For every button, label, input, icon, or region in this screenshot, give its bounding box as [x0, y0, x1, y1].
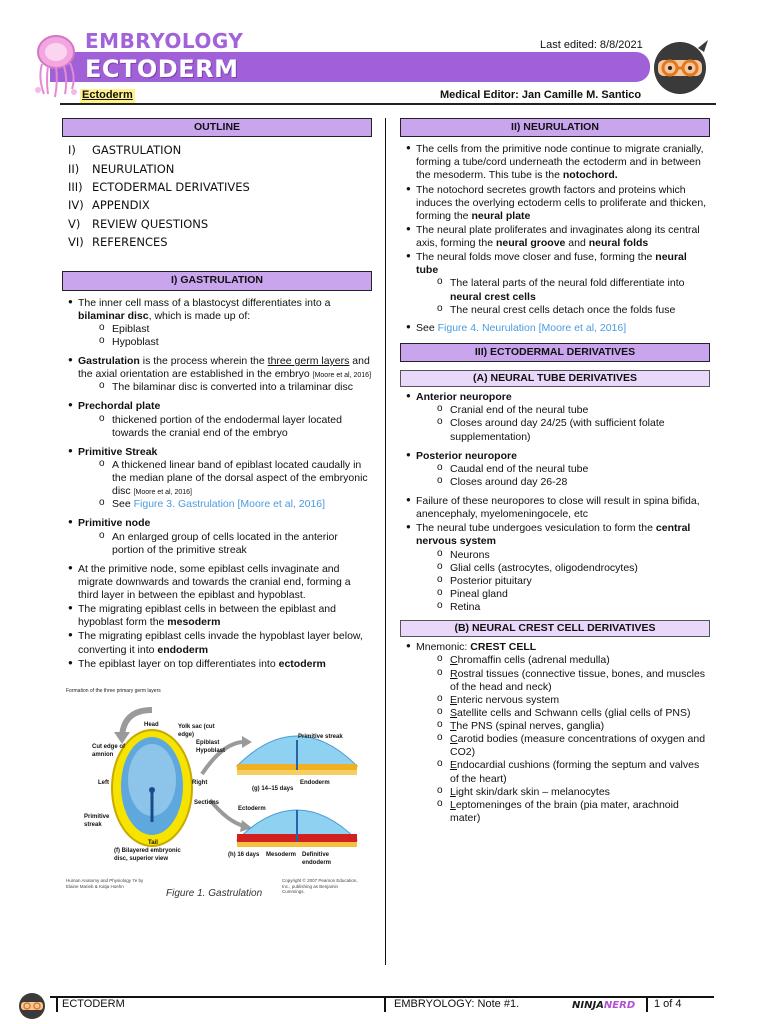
page-title: ECTODERM	[85, 55, 239, 83]
label-primitive-streak-top: Primitive streak	[298, 734, 343, 740]
bold-term: mesoderm	[167, 616, 221, 629]
neural-crest-heading: (B) NEURAL CREST CELL DERIVATIVES	[400, 620, 710, 637]
sub-item	[416, 707, 710, 720]
text: The lateral parts of the neural fold differentiate into	[450, 277, 685, 290]
left-column	[62, 118, 372, 672]
ninja-mascot-small-icon	[16, 990, 48, 1020]
text: See	[112, 498, 134, 511]
bold-term: Anterior neuropore	[416, 391, 512, 404]
outline-num: II)	[68, 161, 80, 176]
outline-num: VI)	[68, 235, 84, 249]
text: See	[416, 321, 438, 334]
figure-caption: Figure 1. Gastrulation	[166, 888, 263, 899]
right-column	[400, 118, 710, 826]
mnemonic-letter: E	[450, 759, 458, 772]
text: The neural folds move closer and fuse, forming the	[416, 251, 656, 264]
page-number: 1 of 4	[654, 998, 682, 1010]
sub-list	[78, 531, 372, 557]
bold-term: neural tube	[416, 251, 687, 277]
list-item	[62, 630, 372, 656]
subject-title: EMBRYOLOGY	[85, 29, 244, 53]
text: A thickened linear band of epiblast located caudally in the median plane of the dorsal aspect of the embryonic disc	[112, 458, 368, 498]
figure-link[interactable]: Figure 3. Gastrulation [Moore et al, 2016]	[133, 498, 326, 511]
text: and the axial orientation are established in the embryo	[78, 355, 370, 381]
sub-list	[78, 323, 372, 349]
sub-item: o The bilaminar disc is converted into a trilaminar disc	[78, 381, 372, 394]
sub-item: o Hypoblast	[78, 336, 372, 349]
list-item	[62, 603, 372, 629]
neural-tube-heading: (A) NEURAL TUBE DERIVATIVES	[400, 370, 710, 387]
bold-term: CREST CELL	[470, 641, 537, 654]
sub-list	[416, 463, 710, 489]
bold-term: endoderm	[157, 643, 209, 656]
label-ectoderm: Ectoderm	[238, 806, 266, 812]
derivatives-heading: III) ECTODERMAL DERIVATIVES	[400, 343, 710, 362]
outline-item[interactable]	[68, 162, 372, 176]
list-item	[62, 517, 372, 556]
outline-num: III)	[68, 179, 83, 194]
bold-term: central nervous system	[416, 522, 691, 548]
sub-item	[78, 459, 372, 498]
mnemonic-letter: E	[450, 693, 458, 706]
text: he PNS (spinal nerves, ganglia)	[456, 720, 605, 732]
neural-crest-list	[400, 641, 710, 825]
brand-second: NERD	[603, 1000, 636, 1011]
sub-item: o Caudal end of the neural tube	[416, 463, 710, 476]
text: The notochord secretes growth factors and proteins which induces the overlying ectoderm cells to proliferate and thicken, forming the	[416, 183, 707, 222]
sub-item: o Cranial end of the neural tube	[416, 404, 710, 417]
list-item: ● Failure of these neuropores to close will result in spina bifida, anencephaly, myelomeningocele, etc	[400, 495, 710, 521]
text: ostral tissues (connective tissue, bones, and muscles of the head and neck)	[450, 667, 706, 693]
footer-separator	[56, 998, 58, 1012]
list-item	[62, 400, 372, 439]
footer-note: EMBRYOLOGY: Note #1.	[394, 998, 520, 1010]
outline-num: I)	[68, 143, 76, 158]
bold-term: notochord.	[562, 169, 618, 182]
mnemonic-letter: L	[450, 785, 456, 798]
text: The neural tube undergoes vesiculation to form the	[416, 522, 656, 535]
outline-item[interactable]	[68, 180, 372, 194]
sub-item	[78, 498, 372, 511]
outline-num: V)	[68, 216, 81, 231]
bold-term: bilaminar disc	[78, 309, 149, 322]
gastrulation-heading: I) GASTRULATION	[62, 271, 372, 290]
topic-link[interactable]: Ectoderm	[82, 89, 133, 101]
sub-item	[416, 759, 710, 785]
mnemonic-letter: S	[450, 706, 458, 719]
sub-item	[416, 277, 710, 303]
label-epiblast: Epiblast	[196, 740, 220, 746]
ninja-mascot-icon	[648, 34, 712, 98]
bold-term: Primitive Streak	[78, 445, 158, 458]
sub-list	[416, 404, 710, 443]
column-divider	[385, 118, 386, 965]
bold-term: neural groove	[495, 237, 566, 249]
list-item	[62, 297, 372, 350]
header-divider	[60, 103, 716, 105]
outline-list	[68, 143, 372, 249]
sub-item	[416, 668, 710, 694]
label-sections: Sections	[194, 800, 220, 806]
mnemonic-letter: C	[450, 654, 458, 667]
label-definitive-endoderm: Definitive endoderm	[302, 852, 332, 866]
sub-item: o thickened portion of the endodermal layer located towards the cranial end of the embryo	[78, 414, 372, 440]
bold-term: Gastrulation	[78, 355, 140, 367]
sub-list	[78, 459, 372, 512]
sub-item	[416, 654, 710, 667]
outline-label: APPENDIX	[92, 198, 150, 213]
text: The cells from the primitive node continue to migrate cranially, forming a tube/cord underneath the ectoderm and in between the mesoderm. This tube is the	[416, 143, 704, 182]
text: eptomeninges of the brain (pia mater, arachnoid mater)	[450, 798, 679, 824]
outline-label: REVIEW QUESTIONS	[92, 216, 209, 231]
list-item	[400, 641, 710, 825]
list-item	[400, 143, 710, 182]
sub-item: o Retina	[416, 601, 710, 614]
text: ndocardial cushions (forming the septum and valves of the heart)	[450, 759, 700, 785]
outline-heading: OUTLINE	[62, 118, 372, 137]
outline-item[interactable]	[68, 143, 372, 157]
text: Mnemonic:	[416, 641, 471, 654]
list-item	[400, 251, 710, 317]
gastrulation-figure	[62, 688, 362, 903]
sub-item: o Neurons	[416, 549, 710, 562]
sub-list	[416, 654, 710, 825]
mnemonic-letter: R	[450, 667, 458, 680]
label-yolk-sac: Yolk sac (cut edge)	[178, 724, 215, 738]
sub-item: o Epiblast	[78, 323, 372, 336]
outline-num: IV)	[68, 198, 84, 213]
bold-term: neural folds	[588, 237, 649, 249]
figure-title: Formation of the three primary germ layers	[66, 688, 161, 694]
label-head: Head	[144, 722, 159, 728]
underlined-term: three germ layers	[267, 355, 350, 367]
citation: [Moore et al, 2016]	[133, 489, 192, 497]
label-stage-h: (h) 16 days	[228, 852, 260, 858]
bold-term: Posterior neuropore	[416, 449, 517, 462]
bold-term: Prechordal plate	[78, 400, 161, 413]
label-endoderm: Endoderm	[300, 780, 330, 786]
sub-list	[416, 277, 710, 316]
figure-link[interactable]: Figure 4. Neurulation [Moore et al, 2016]	[437, 321, 627, 334]
footer-topic: ECTODERM	[62, 998, 125, 1010]
list-item	[400, 322, 710, 335]
gastrulation-list	[62, 297, 372, 557]
mnemonic-letter: L	[450, 798, 456, 811]
text: is the process wherein the	[139, 355, 268, 367]
text: The migrating epiblast cells invade the hypoblast layer below, converting it into	[78, 630, 363, 656]
footer-separator	[384, 998, 386, 1012]
neurulation-heading: II) NEURULATION	[400, 118, 710, 137]
sub-item: o Closes around day 26-28	[416, 476, 710, 489]
label-tail: Tail	[148, 840, 158, 846]
list-item: ● At the primitive node, some epiblast cells invaginate and migrate downwards and towards the cranial end, forming a third layer in between the epiblast and hypoblast.	[62, 563, 372, 602]
text: The inner cell mass of a blastocyst differentiates into a	[78, 296, 331, 309]
outline-label: ECTODERMAL DERIVATIVES	[92, 179, 250, 194]
sub-list	[78, 381, 372, 394]
text: ight skin/dark skin – melanocytes	[455, 785, 610, 798]
label-right: Right	[192, 780, 208, 786]
bold-term: neural crest cells	[450, 290, 536, 303]
bold-term: ectoderm	[278, 657, 326, 670]
list-item	[62, 658, 372, 671]
sub-item: o Closes around day 24/25 (with sufficient folate supplementation)	[416, 417, 710, 443]
label-hypoblast: Hypoblast	[196, 748, 226, 754]
outline-label: REFERENCES	[92, 235, 168, 249]
text: , which is made up of:	[148, 309, 251, 322]
list-item	[400, 391, 710, 444]
outline-label: NEURULATION	[92, 161, 175, 176]
sub-item: o Pineal gland	[416, 588, 710, 601]
outline-item[interactable]	[68, 217, 372, 231]
label-stage-f: (f) Bilayered embryonic disc, superior view	[114, 848, 181, 862]
gastrulation-list-cont	[62, 563, 372, 671]
footer-divider	[50, 996, 714, 998]
text: The epiblast layer on top differentiates into	[78, 657, 279, 670]
text: The migrating epiblast cells in between the epiblast and hypoblast form the	[78, 603, 336, 629]
label-cut-edge: Cut edge of amnion	[92, 744, 125, 758]
citation: [Moore et al, 2016]	[312, 372, 372, 380]
text: and	[565, 237, 589, 249]
footer-separator	[646, 998, 648, 1012]
sub-item	[416, 733, 710, 759]
text: hromaffin cells (adrenal medulla)	[457, 654, 610, 667]
figure-credit-right: Copyright © 2007 Pearson Education, Inc., publishing as Benjamin Cummings.	[282, 878, 358, 895]
outline-item[interactable]	[68, 235, 372, 249]
medical-editor: Medical Editor: Jan Camille M. Santico	[440, 89, 642, 101]
sub-item	[416, 720, 710, 733]
list-item	[400, 522, 710, 614]
neural-tube-list	[400, 391, 710, 489]
text: nteric nervous system	[457, 693, 560, 706]
mnemonic-letter: C	[450, 733, 458, 746]
list-item	[400, 224, 710, 250]
neural-tube-list-cont	[400, 495, 710, 614]
brand-logo	[572, 999, 638, 1015]
sub-item	[416, 786, 710, 799]
text: atellite cells and Schwann cells (glial cells of PNS)	[457, 706, 691, 719]
sub-list	[78, 414, 372, 440]
sub-item: o Posterior pituitary	[416, 575, 710, 588]
label-primitive-streak-left: Primitive streak	[84, 814, 110, 828]
sub-item: o The neural crest cells detach once the folds fuse	[416, 304, 710, 317]
label-left: Left	[98, 780, 109, 786]
figure-credit-left: Human Anatomy and Physiology 7e by Elaine Marieb & Katja Hoehn	[66, 878, 144, 889]
last-edited: Last edited: 8/8/2021	[540, 39, 643, 51]
sub-item: o An enlarged group of cells located in the anterior portion of the primitive streak	[78, 531, 372, 557]
list-item	[400, 450, 710, 489]
sub-item	[416, 799, 710, 825]
sub-list	[416, 549, 710, 615]
mnemonic-letter: T	[450, 720, 457, 732]
list-item	[400, 184, 710, 223]
neurulation-list	[400, 143, 710, 335]
sub-item	[416, 694, 710, 707]
label-mesoderm: Mesoderm	[266, 852, 297, 858]
outline-item[interactable]	[68, 198, 372, 212]
text: The neural plate proliferates and invaginates along its central axis, forming the	[416, 223, 700, 249]
sub-item: o Glial cells (astrocytes, oligodendrocytes)	[416, 562, 710, 575]
text: arotid bodies (measure concentrations of oxygen and CO2)	[450, 733, 706, 759]
list-item	[62, 355, 372, 394]
label-stage-g: (g) 14–15 days	[252, 786, 294, 792]
bold-term: Primitive node	[78, 517, 151, 530]
bold-term: neural plate	[471, 209, 531, 222]
list-item	[62, 446, 372, 512]
brand-first: NINJA	[572, 1000, 604, 1011]
outline-label: GASTRULATION	[92, 143, 182, 158]
